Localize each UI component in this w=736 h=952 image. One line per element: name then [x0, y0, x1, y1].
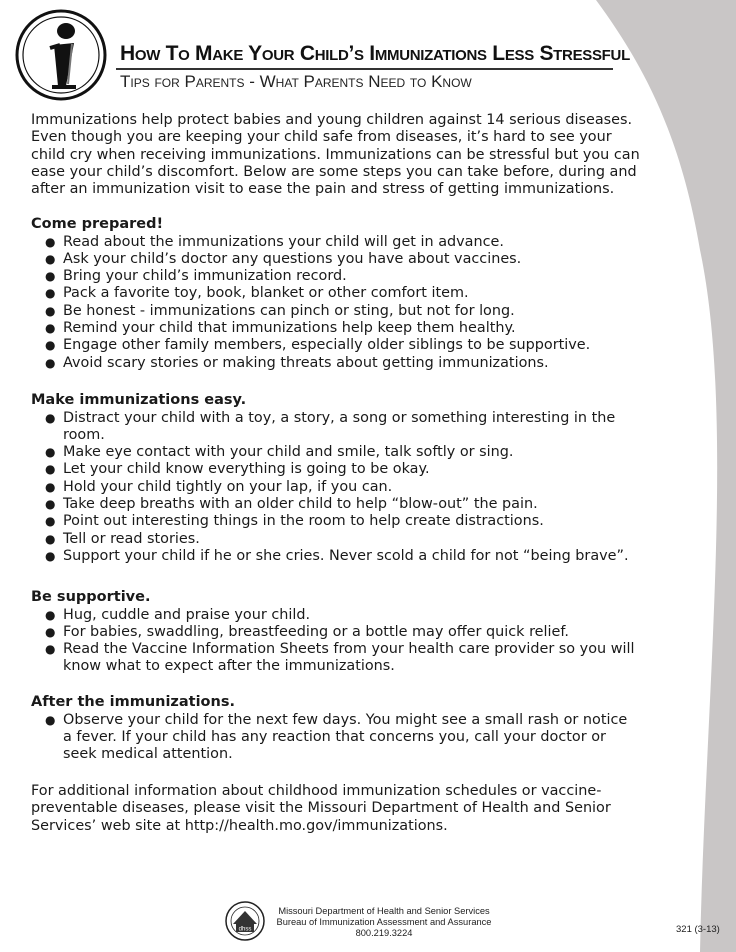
list-item: ● Point out interesting things in the room to help create distractions.	[45, 513, 544, 530]
bullet-icon: ●	[45, 286, 56, 301]
bullet-icon: ●	[45, 234, 56, 249]
bullet-icon: ●	[45, 479, 56, 494]
bullet-icon: ●	[45, 531, 56, 546]
list-item: ● Be honest - immunizations can pinch or sting, but not for long.	[45, 302, 515, 319]
section-make-easy	[31, 392, 636, 565]
list-item: ● Read about the immunizations your child will get in advance.	[45, 233, 504, 250]
section-heading: Be supportive.	[31, 589, 151, 605]
list-item: ● Distract your child with a toy, a story, a song or something interesting in the room.	[45, 409, 616, 443]
bullet-icon: ●	[45, 624, 56, 639]
list-item: ● Pack a favorite toy, book, blanket or other comfort item.	[45, 285, 469, 302]
list-item: ● For babies, swaddling, breastfeeding or a bottle may offer quick relief.	[45, 623, 569, 640]
section-heading: Make immunizations easy.	[31, 392, 247, 408]
bullet-icon: ●	[45, 462, 56, 477]
page-title: How To Make Your Child’s Immunizations Less Stressful	[120, 42, 630, 65]
bullet-icon: ●	[45, 642, 56, 657]
form-number: 321 (3-13)	[676, 924, 720, 935]
list-item: ● Remind your child that immunizations help keep them healthy.	[45, 319, 516, 336]
section-come-prepared	[31, 216, 636, 372]
footer-agency	[268, 906, 500, 939]
list-item: ● Read the Vaccine Information Sheets from your health care provider so you will know what to expect after the immunizations.	[45, 641, 635, 675]
intro-paragraph: Immunizations help protect babies and young children against 14 serious diseases. Even though you are keeping your child safe from diseases, it’s hard to see your child cry when receiving immunizations. Immunizations can be stressful but you can ease your child’s discomfort. Below are some steps you can take before, during and after an immunization visit to ease the pain and stress of getting immunizations.	[31, 112, 640, 198]
footer-department: Missouri Department of Health and Senior Services	[278, 906, 490, 916]
footer-bureau: Bureau of Immunization Assessment and Assurance	[276, 917, 492, 927]
list-item: ● Tell or read stories.	[45, 530, 200, 547]
bullet-icon: ●	[45, 496, 56, 511]
list-item: ● Ask your child’s doctor any questions you have about vaccines.	[45, 250, 522, 267]
bullet-list	[31, 234, 636, 372]
bullet-icon: ●	[45, 320, 56, 335]
footer-phone: 800.219.3224	[355, 928, 413, 938]
list-item: ● Hug, cuddle and praise your child.	[45, 606, 311, 623]
list-item: ● Engage other family members, especially older siblings to be supportive.	[45, 337, 591, 354]
bullet-list	[31, 607, 636, 676]
bullet-icon: ●	[45, 712, 56, 727]
info-i-icon	[14, 8, 108, 102]
list-item: ● Let your child know everything is going to be okay.	[45, 461, 430, 478]
list-item: ● Bring your child’s immunization record.	[45, 268, 347, 285]
bullet-list	[31, 712, 636, 764]
svg-text:dhss: dhss	[238, 926, 252, 933]
bullet-icon: ●	[45, 445, 56, 460]
bullet-icon: ●	[45, 355, 56, 370]
bullet-list	[31, 410, 636, 566]
page-subtitle: Tips for Parents - What Parents Need to Know	[120, 72, 472, 91]
section-heading: After the immunizations.	[31, 694, 235, 710]
closing-paragraph: For additional information about childhood immunization schedules or vaccine-preventable diseases, please visit the Missouri Department of Health and Senior Services’ web site at http://health.mo.gov/immunizations.	[31, 783, 611, 834]
section-heading: Come prepared!	[31, 216, 164, 232]
section-be-supportive	[31, 589, 636, 676]
bullet-icon: ●	[45, 607, 56, 622]
bullet-icon: ●	[45, 251, 56, 266]
list-item: ● Take deep breaths with an older child to help “blow-out” the pain.	[45, 495, 538, 512]
list-item: ● Hold your child tightly on your lap, if you can.	[45, 478, 393, 495]
list-item: ● Make eye contact with your child and smile, talk softly or sing.	[45, 444, 514, 461]
list-item: ● Support your child if he or she cries. Never scold a child for not “being brave”.	[45, 547, 629, 564]
title-divider	[116, 68, 613, 70]
list-item: ● Observe your child for the next few days. You might see a small rash or notice a fever. If your child has any reaction that concerns you, call your doctor or seek medical attention.	[45, 711, 628, 763]
bullet-icon: ●	[45, 303, 56, 318]
list-item: ● Avoid scary stories or making threats about getting immunizations.	[45, 354, 549, 371]
section-after-immunizations	[31, 694, 636, 763]
bullet-icon: ●	[45, 514, 56, 529]
bullet-icon: ●	[45, 410, 56, 425]
bullet-icon: ●	[45, 338, 56, 353]
dhss-seal-logo	[224, 900, 266, 942]
bullet-icon: ●	[45, 548, 56, 563]
bullet-icon: ●	[45, 269, 56, 284]
